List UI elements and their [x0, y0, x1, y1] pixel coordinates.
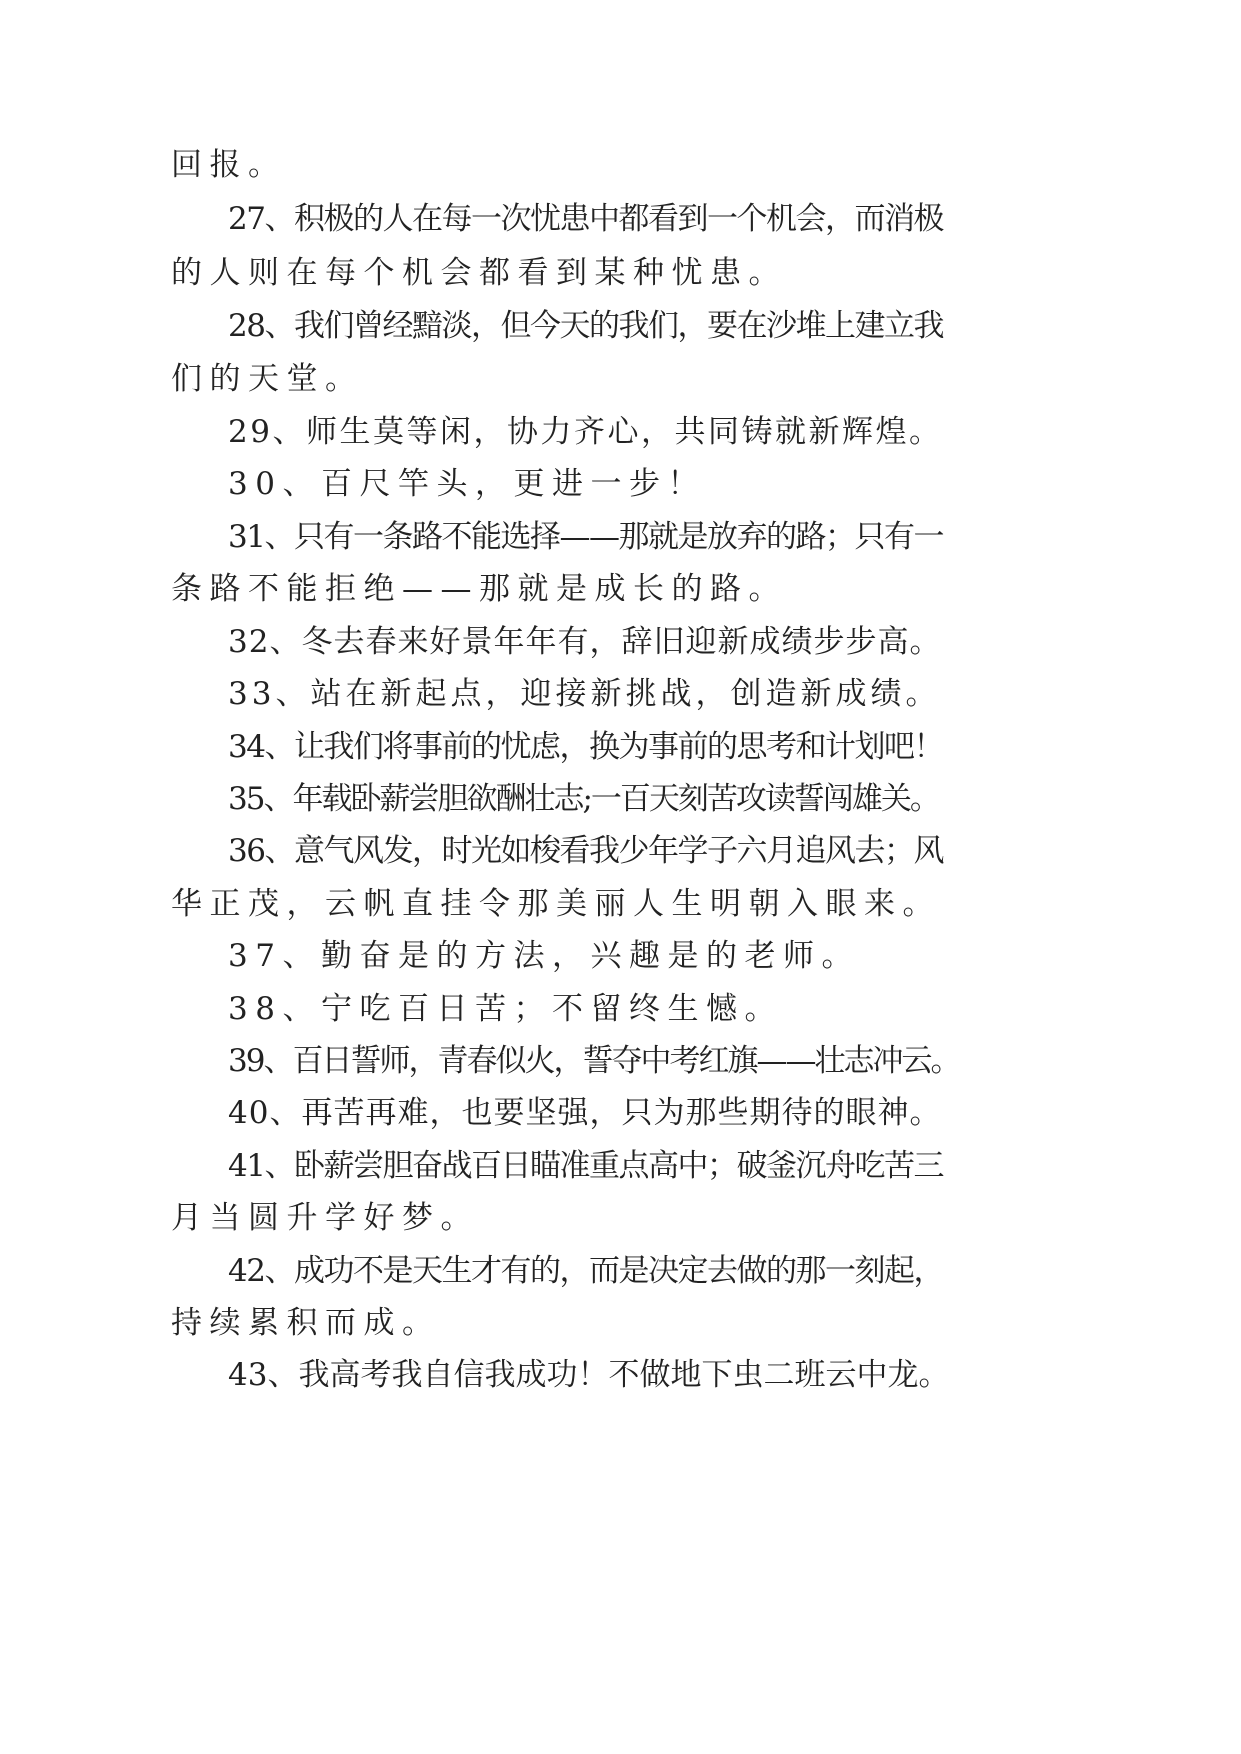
text-line: 41、卧薪尝胆奋战百日瞄准重点高中；破釜沉舟吃苦三 [228, 1148, 943, 1184]
text-line: 月当圆升学好梦。 [171, 1200, 479, 1236]
text-line: 43、我高考我自信我成功！不做地下虫二班云中龙。 [228, 1357, 950, 1393]
text-line: 40、再苦再难，也要坚强，只为那些期待的眼神。 [228, 1095, 942, 1131]
text-line: 条路不能拒绝——那就是成长的路。 [171, 571, 787, 607]
text-line: 35、年载卧薪尝胆欲酬壮志;一百天刻苦攻读誓闯雄关。 [228, 781, 939, 817]
text-line: 32、冬去春来好景年年有，辞旧迎新成绩步步高。 [228, 624, 942, 660]
text-line: 30、百尺竿头，更进一步！ [228, 466, 706, 502]
text-line: 回报。 [171, 147, 287, 183]
text-line: 38、宁吃百日苦；不留终生憾。 [228, 991, 783, 1027]
text-line: 的人则在每个机会都看到某种忧患。 [171, 255, 787, 291]
text-line: 31、只有一条路不能选择——那就是放弃的路；只有一 [228, 519, 943, 555]
text-line: 28、我们曾经黯淡，但今天的我们，要在沙堆上建立我 [228, 308, 943, 344]
text-line: 33、站在新起点，迎接新挑战，创造新成绩。 [228, 676, 941, 712]
text-line: 34、让我们将事前的忧虑，换为事前的思考和计划吧！ [228, 729, 943, 765]
text-line: 37、勤奋是的方法，兴趣是的老师。 [228, 938, 860, 974]
text-line: 39、百日誓师，青春似火，誓夺中考红旗——壮志冲云。 [228, 1043, 960, 1079]
text-line: 们的天堂。 [171, 361, 364, 397]
text-line: 42、成功不是天生才有的，而是决定去做的那一刻起， [228, 1253, 943, 1289]
text-line: 华正茂，云帆直挂令那美丽人生明朝入眼来。 [171, 886, 941, 922]
text-line: 29、师生莫等闲，协力齐心，共同铸就新辉煌。 [228, 414, 943, 450]
text-line: 36、意气风发，时光如梭看我少年学子六月追风去；风 [228, 833, 943, 869]
text-line: 持续累积而成。 [171, 1305, 441, 1341]
text-line: 27、积极的人在每一次忧患中都看到一个机会，而消极 [228, 201, 943, 237]
